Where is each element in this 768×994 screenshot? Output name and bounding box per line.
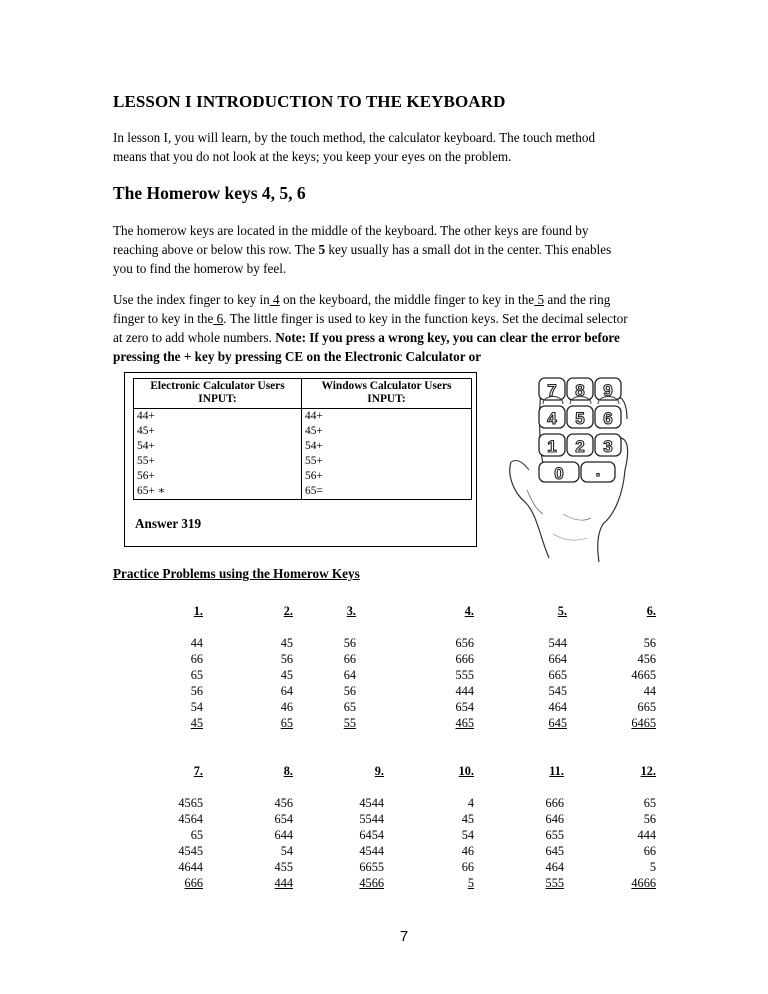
problem-5: 5. 544 664 665 545 464 645 [548, 604, 567, 731]
page-number: 7 [399, 928, 409, 945]
practice-title: Practice Problems using the Homerow Keys [113, 566, 360, 581]
answer-text: Answer 319 [135, 516, 202, 531]
problem-11: 11. 666 646 655 645 464 555 [545, 764, 564, 891]
input-table [133, 378, 472, 500]
key-1-label: 1 [547, 437, 557, 456]
problem-12: 12. 65 56 444 66 5 4666 [631, 764, 656, 891]
problem-3: 3. 56 66 64 56 65 55 [343, 604, 356, 731]
windows-header: Windows Calculator Users INPUT: [302, 379, 472, 409]
homerow-paragraph: The homerow keys are located in the middle of the keyboard. The other keys are found by reaching above or below this row. The 5 key usually has a small dot in the center. This enables you to find the homerow by feel. [113, 223, 612, 276]
problem-10: 10. 4 45 54 46 66 5 [458, 764, 474, 891]
problem-8: 8. 456 654 644 54 455 444 [274, 764, 293, 891]
electronic-inputs: 44+ 45+ 54+ 55+ 56+ 65+ ∗ [134, 409, 302, 500]
problem-7: 7. 4565 4564 65 4545 4644 666 [178, 764, 203, 891]
key-9-label: 9 [603, 381, 613, 400]
key-5-label: 5 [575, 409, 585, 428]
intro-paragraph: In lesson I, you will learn, by the touch method, the calculator keyboard. The touch method means that you do not look at the keys; you keep your eyes on the problem. [113, 130, 596, 164]
problem-9: 9. 4544 5544 6454 4544 6655 4566 [359, 764, 384, 891]
electronic-header: Electronic Calculator Users INPUT: [134, 379, 302, 409]
homerow-heading: The Homerow keys 4, 5, 6 [113, 183, 306, 203]
key-2-label: 2 [575, 437, 585, 456]
key-6-label: 6 [603, 409, 613, 428]
hand-keypad-illustration [503, 374, 653, 564]
problem-6: 6. 56 456 4665 44 665 6465 [631, 604, 656, 731]
key-4-label: 4 [547, 409, 557, 428]
key-3-label: 3 [603, 437, 613, 456]
key-dot-label: . [595, 461, 601, 480]
windows-inputs: 44+ 45+ 54+ 55+ 56+ 65= [302, 409, 472, 500]
key-7-label: 7 [547, 381, 557, 400]
problem-2: 2. 45 56 45 64 46 65 [280, 604, 293, 731]
problem-1: 1. 44 66 65 56 54 45 [190, 604, 203, 731]
finger-paragraph: Use the index finger to key in 4 on the keyboard, the middle finger to key in the 5 and the ring finger to key in the 6. The little finger is used to key in the function keys. Set the decimal selector at zero to add whole numbers. Note: If you press a wrong key, you can clear the error before pressing the + key by pressing CE on the Electronic Calculator or [113, 292, 628, 364]
lesson-heading: LESSON I INTRODUCTION TO THE KEYBOARD [113, 92, 506, 111]
key-8-label: 8 [575, 381, 585, 400]
problem-4: 4. 656 666 555 444 654 465 [455, 604, 474, 731]
key-0-label: 0 [554, 464, 564, 483]
